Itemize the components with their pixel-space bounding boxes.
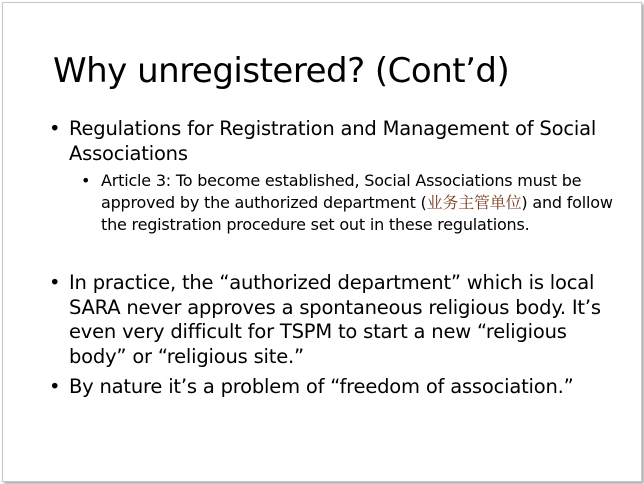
bullet-item-by-nature xyxy=(49,375,621,400)
slide xyxy=(2,2,642,482)
sub-bullet-icon: • xyxy=(81,171,91,190)
sub-bullet-text-before: Article 3: To become established, Social Associations must be approved by the authorized department ( xyxy=(101,171,582,212)
bullet-text: In practice, the “authorized department” which is local SARA never approves a spontaneous religious body. It’s even very difficult for TSPM to start a new “religious body” or “religious site.” xyxy=(69,271,601,368)
bullet-text: Regulations for Registration and Management of Social Associations xyxy=(69,117,597,165)
sub-bullet-list xyxy=(69,170,621,236)
bullet-text: By nature it’s a problem of “freedom of association.” xyxy=(69,375,574,398)
spacer xyxy=(49,236,621,271)
bullet-item-regulations xyxy=(49,117,621,236)
bullet-item-in-practice xyxy=(49,271,621,369)
slide-title: Why unregistered? (Cont’d) xyxy=(53,51,510,91)
sub-bullet-item-article-3 xyxy=(81,170,621,236)
bullet-list xyxy=(49,117,621,400)
bullet-icon: • xyxy=(49,375,61,398)
bullet-icon: • xyxy=(49,271,61,294)
sub-bullet-text-after: ) and follow the registration procedure set out in these regulations. xyxy=(101,193,613,234)
sub-bullet-text-cjk: 业务主管单位 xyxy=(426,193,522,212)
bullet-icon: • xyxy=(49,117,61,140)
